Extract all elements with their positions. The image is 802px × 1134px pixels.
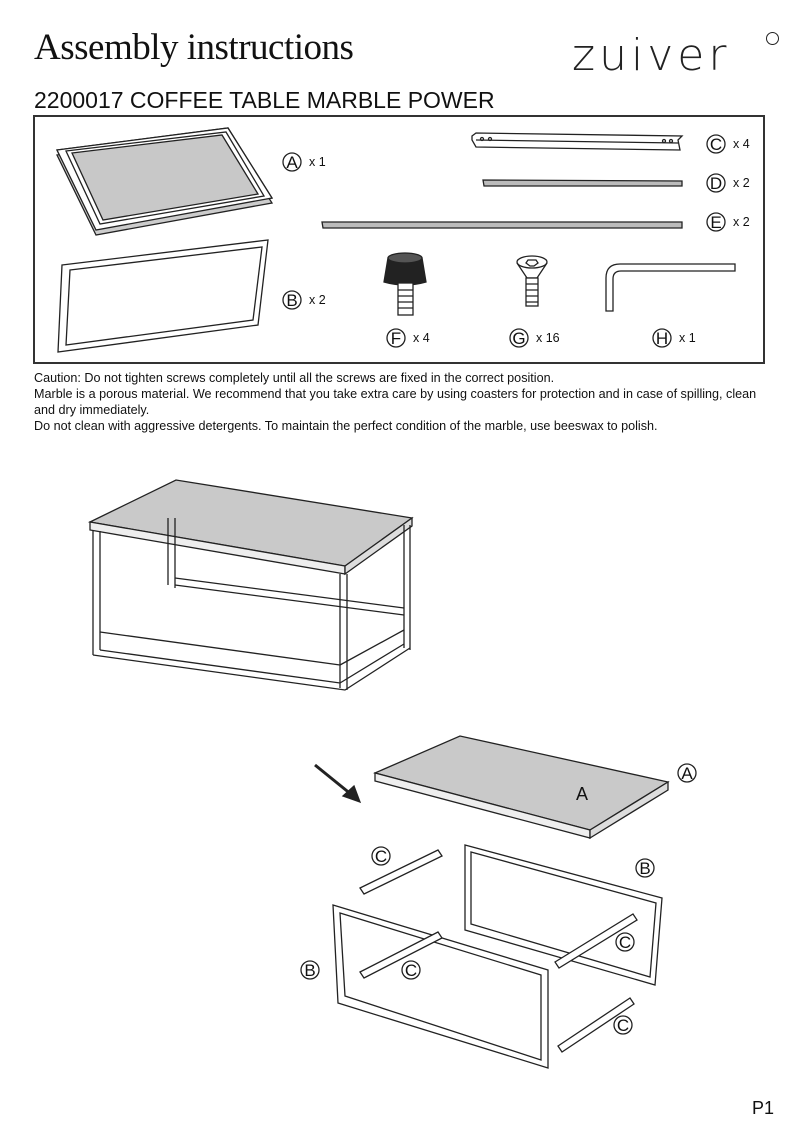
part-letter: B xyxy=(286,291,298,310)
assembled-table-illustration xyxy=(90,480,412,690)
part-qty: x 4 xyxy=(733,137,750,151)
part-letter: H xyxy=(655,329,669,348)
part-qty: x 16 xyxy=(536,331,560,345)
part-qty: x 4 xyxy=(413,331,430,345)
part-h-allen-key xyxy=(606,264,735,311)
part-letter: C xyxy=(709,135,723,154)
part-letter: D xyxy=(709,174,723,193)
callout-letter: C xyxy=(374,847,388,866)
part-f-foot-icon xyxy=(384,253,426,315)
part-qty: x 2 xyxy=(733,176,750,190)
callout-letter: C xyxy=(404,961,418,980)
top-panel-label: A xyxy=(575,784,589,804)
part-qty: x 1 xyxy=(679,331,696,345)
part-a-marble-top xyxy=(57,128,272,235)
part-letter: E xyxy=(710,213,722,232)
part-letter: G xyxy=(512,329,526,348)
part-letter: A xyxy=(286,153,298,172)
part-d-strip xyxy=(483,180,682,186)
brand-logo: zuiver xyxy=(572,30,731,81)
caution-note: Caution: Do not tighten screws completely until all the screws are fixed in the correct position. xyxy=(34,371,555,385)
part-g-screw-icon xyxy=(517,256,547,306)
marble-note: Marble is a porous material. We recommend that you take extra care by using coasters for protection and in case of spilling, clean and dry immediately. xyxy=(34,387,757,417)
cleaning-note: Do not clean with aggressive detergents. To maintain the perfect condition of the marble, use beeswax to polish. xyxy=(34,419,658,433)
part-e-strip xyxy=(322,222,682,228)
part-qty: x 1 xyxy=(309,155,326,169)
part-letter: F xyxy=(390,329,402,348)
callout-letter: C xyxy=(616,1016,630,1035)
callout-letter: C xyxy=(618,933,632,952)
part-qty: x 2 xyxy=(733,215,750,229)
product-title: 2200017 COFFEE TABLE MARBLE POWER xyxy=(34,87,495,113)
part-b-side-frame xyxy=(58,240,268,352)
callout-letter: B xyxy=(639,859,651,878)
part-c-crossbar xyxy=(472,133,682,150)
document-title: Assembly instructions xyxy=(34,27,354,68)
callout-letter: B xyxy=(304,961,316,980)
page-number: P1 xyxy=(752,1098,775,1118)
part-qty: x 2 xyxy=(309,293,326,307)
exploded-assembly-illustration xyxy=(315,736,668,1068)
callout-letter: A xyxy=(681,764,693,783)
